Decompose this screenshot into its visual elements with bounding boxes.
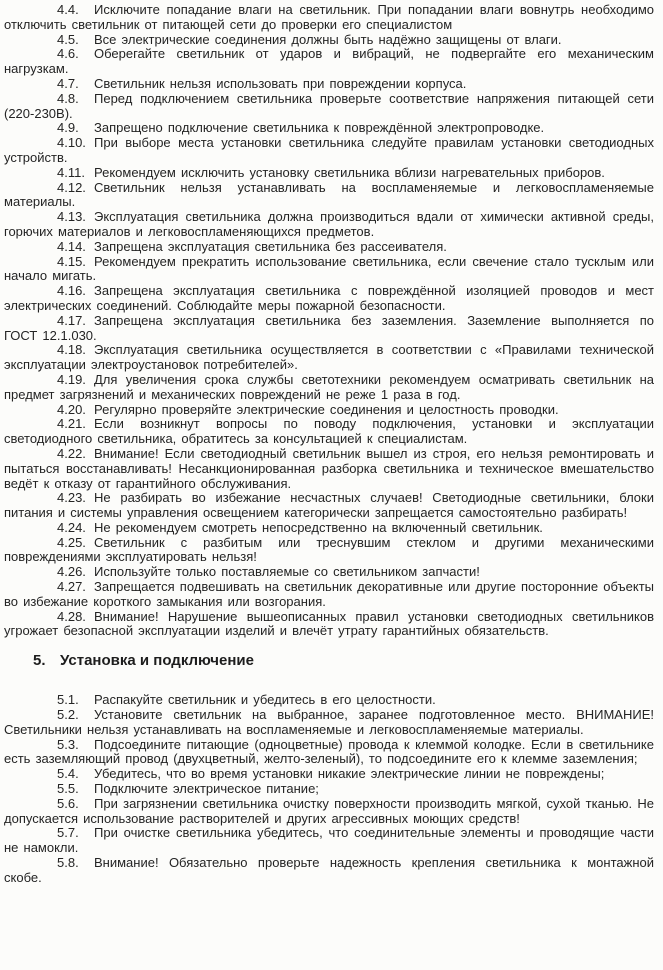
clause-number: 4.24. <box>57 519 86 535</box>
clause-text: Регулярно проверяйте электрические соединения и целостность проводки. <box>94 401 559 417</box>
clause-text: При выборе места установки светильника следуйте правилам установки светодиодных устройств. <box>4 135 654 165</box>
clause-4-7 <box>4 77 654 92</box>
clause-text: Перед подключением светильника проверьте соответствие напряжения питающей сети (220-230В). <box>4 90 654 121</box>
clause-4-8 <box>4 92 654 122</box>
clause-text: Если возникнут вопросы по поводу подключения, установки и эксплуатации светодиодного светильника, обратитесь за консультацией к специалистам. <box>4 416 654 447</box>
clause-4-20 <box>4 403 654 418</box>
clause-number: 5.3. <box>57 736 79 752</box>
clause-5-1 <box>4 693 654 708</box>
clause-text: Запрещена эксплуатация светильника с повреждённой изоляцией проводов и мест электрических соединений. Соблюдайте меры пожарной безопасности. <box>4 283 654 313</box>
clause-4-23 <box>4 491 654 521</box>
clause-4-28 <box>4 610 654 640</box>
clause-4-4 <box>4 3 654 33</box>
clause-4-10 <box>4 136 654 166</box>
clause-number: 4.23. <box>57 490 86 506</box>
clause-number: 5.2. <box>57 707 79 723</box>
clause-text: Запрещена эксплуатация светильника без рассеивателя. <box>94 238 447 254</box>
clause-number: 4.6. <box>57 46 79 62</box>
clause-4-21 <box>4 417 654 447</box>
clause-5-4 <box>4 767 654 782</box>
clause-text: Распакуйте светильник и убедитесь в его целостности. <box>94 692 436 708</box>
clause-5-7 <box>4 826 654 856</box>
clause-number: 4.21. <box>57 416 86 432</box>
clause-number: 4.28. <box>57 608 86 624</box>
clause-text: Внимание! Если светодиодный светильник вышел из строя, его нельзя ремонтировать и пытаться восстанавливать! Несанкционированная разборка светильника и техническое вмешательство ведёт к отказу от гарантийного обслуживания. <box>4 445 654 491</box>
clause-5-6 <box>4 797 654 827</box>
clause-number: 4.16. <box>57 283 86 299</box>
clause-number: 4.11. <box>57 164 85 180</box>
clause-number: 4.18. <box>57 342 86 358</box>
clause-5-2 <box>4 708 654 738</box>
clause-text: Подключите электрическое питание; <box>94 781 319 797</box>
clause-number: 4.27. <box>57 579 86 595</box>
clause-number: 4.22. <box>57 445 86 461</box>
clause-text: Внимание! Нарушение вышеописанных правил установки светодиодных светильников угрожает безопасной эксплуатации изделий и влечёт утрату гарантийных обязательств. <box>4 608 654 639</box>
clause-number: 4.10. <box>57 135 86 151</box>
clause-text: Убедитесь, что во время установки никакие электрические линии не повреждены; <box>94 766 605 782</box>
clause-4-15 <box>4 255 654 285</box>
clause-text: Не рекомендуем смотреть непосредственно на включенный светильник. <box>94 519 543 535</box>
clause-number: 4.4. <box>57 2 79 17</box>
clause-text: При загрязнении светильника очистку поверхности производить мягкой, сухой тканью. Не допускается использование растворителей и других агрессивных моющих средств! <box>4 795 654 826</box>
clause-number: 5.4. <box>57 766 79 782</box>
clause-number: 4.13. <box>57 209 86 225</box>
clause-4-5 <box>4 33 654 48</box>
clause-text: Исключите попадание влаги на светильник. При попадании влаги вовнутрь необходимо отключить светильник от питающей сети до проверки его специалистом <box>4 2 654 32</box>
section-5-clauses <box>4 693 654 885</box>
clause-4-25 <box>4 536 654 566</box>
clause-text: Светильник нельзя устанавливать на воспламеняемые и легковоспламеняемые материалы. <box>4 179 654 210</box>
clause-text: Все электрические соединения должны быть надёжно защищены от влаги. <box>94 31 562 47</box>
section-5-title: Установка и подключение <box>60 652 254 670</box>
clause-4-26 <box>4 565 654 580</box>
clause-4-11 <box>4 166 654 181</box>
clause-number: 4.26. <box>57 564 86 580</box>
clause-text: Светильник с разбитым или треснувшим стеклом и другими механическими повреждениями эксплуатировать нельзя! <box>4 534 654 565</box>
clause-number: 4.5. <box>57 31 79 47</box>
clause-4-18 <box>4 343 654 373</box>
clause-text: Подсоедините питающие (одноцветные) провода к клеммой колодке. Если в светильнике есть заземляющий провод (двухцветный, желто-зеленый), то подсоедините его к клемме заземления; <box>4 736 654 767</box>
clause-text: Не разбирать во избежание несчастных случаев! Светодиодные светильники, блоки питания и системы управления освещением категорически запрещается самостоятельно разбирать! <box>4 490 654 521</box>
clause-5-3 <box>4 738 654 768</box>
clause-number: 4.8. <box>57 90 79 106</box>
clause-4-12 <box>4 181 654 211</box>
clause-number: 4.15. <box>57 253 86 269</box>
clause-number: 4.25. <box>57 534 86 550</box>
section-4-clauses <box>4 3 654 639</box>
clause-text: Рекомендуем исключить установку светильника вблизи нагревательных приборов. <box>94 164 605 180</box>
clause-number: 5.5. <box>57 781 79 797</box>
clause-text: Рекомендуем прекратить использование светильника, если свечение стало тусклым или начало мигать. <box>4 253 654 284</box>
clause-4-17 <box>4 314 654 344</box>
section-5-heading <box>33 652 654 670</box>
clause-number: 5.7. <box>57 825 79 841</box>
clause-number: 4.19. <box>57 371 86 387</box>
clause-4-24 <box>4 521 654 536</box>
clause-number: 4.7. <box>57 75 79 91</box>
clause-text: Эксплуатация светильника должна производиться вдали от химически активной среды, горючих материалов и легковоспламеняющихся предметов. <box>4 209 654 239</box>
clause-number: 4.20. <box>57 401 86 417</box>
clause-text: Запрещено подключение светильника к повреждённой электропроводке. <box>94 120 545 136</box>
clause-4-9 <box>4 121 654 136</box>
clause-4-14 <box>4 240 654 255</box>
clause-text: Для увеличения срока службы светотехники рекомендуем осматривать светильник на предмет загрязнений и механических повреждений не реже 1 раза в год. <box>4 371 654 402</box>
clause-text: Эксплуатация светильника осуществляется в соответствии с «Правилами технической эксплуатации электроустановок потребителей». <box>4 342 654 373</box>
clause-text: Запрещена эксплуатация светильника без заземления. Заземление выполняется по ГОСТ 12.1.030. <box>4 312 654 343</box>
clause-number: 5.1. <box>57 692 79 708</box>
clause-text: При очистке светильника убедитесь, что соединительные элементы и проводящие части не намокли. <box>4 825 654 856</box>
clause-text: Внимание! Обязательно проверьте надежность крепления светильника к монтажной скобе. <box>4 855 654 885</box>
clause-text: Оберегайте светильник от ударов и вибраций, не подвергайте его механическим нагрузкам. <box>4 46 654 77</box>
clause-4-13 <box>4 210 654 240</box>
clause-4-27 <box>4 580 654 610</box>
clause-5-5 <box>4 782 654 797</box>
clause-number: 4.17. <box>57 312 86 328</box>
clause-5-8 <box>4 856 654 886</box>
clause-4-22 <box>4 447 654 491</box>
section-5-number: 5. <box>33 652 46 670</box>
clause-4-19 <box>4 373 654 403</box>
clause-text: Используйте только поставляемые со светильником запчасти! <box>94 564 480 580</box>
clause-text: Установите светильник на выбранное, заранее подготовленное место. ВНИМАНИЕ! Светильники нельзя устанавливать на воспламеняемые и легковоспламеняемые материалы. <box>4 707 654 737</box>
clause-text: Запрещается подвешивать на светильник декоративные или другие посторонние объекты во избежание короткого замыкания или возгорания. <box>4 579 654 609</box>
clause-number: 4.12. <box>57 179 86 195</box>
clause-4-16 <box>4 284 654 314</box>
clause-number: 5.8. <box>57 855 79 871</box>
clause-text: Светильник нельзя использовать при повреждении корпуса. <box>94 75 467 91</box>
clause-number: 4.9. <box>57 120 79 136</box>
clause-number: 4.14. <box>57 238 86 254</box>
clause-number: 5.6. <box>57 795 79 811</box>
clause-4-6 <box>4 47 654 77</box>
